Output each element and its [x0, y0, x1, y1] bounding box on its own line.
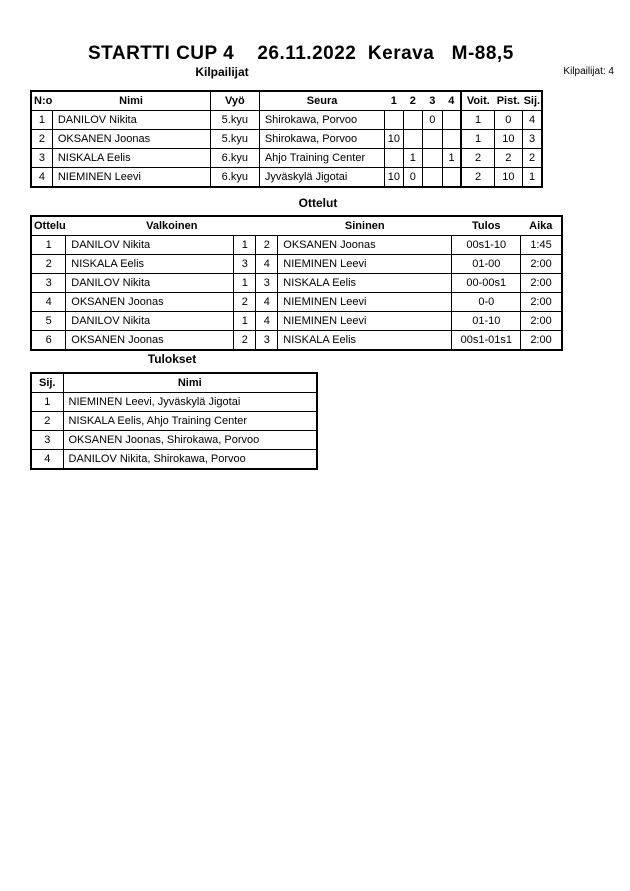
col-header-vyo: Vyö: [210, 91, 259, 111]
cell-blue-no: 4: [256, 255, 278, 274]
col-header-voit: Voit.: [461, 91, 494, 111]
ottelut-table: [30, 215, 563, 351]
cell-blue-name: NIEMINEN Leevi: [278, 255, 452, 274]
col-header-nimi: Nimi: [63, 373, 317, 393]
cell-sij: 4: [522, 111, 542, 130]
cell-white-no: 1: [234, 312, 256, 331]
tulokset-table: [30, 372, 318, 470]
cell-score: 00-00s1: [452, 274, 521, 293]
cell-time: 1:45: [521, 236, 562, 255]
cell-white-name: DANILOV Nikita: [66, 274, 234, 293]
cell-vyo: 6.kyu: [210, 168, 259, 188]
cell-match3: [422, 149, 442, 168]
cell-no: 4: [31, 168, 52, 188]
cell-blue-no: 4: [256, 293, 278, 312]
cell-match4: [442, 111, 461, 130]
cell-voit: 1: [461, 130, 494, 149]
table-row: [31, 130, 542, 149]
cell-time: 2:00: [521, 312, 562, 331]
cell-score: 01-10: [452, 312, 521, 331]
page-title: STARTTI CUP 4 26.11.2022 Kerava M-88,5: [88, 43, 514, 64]
cell-pist: 10: [494, 168, 522, 188]
cell-blue-no: 2: [256, 236, 278, 255]
col-header-match2: 2: [403, 91, 422, 111]
cell-match4: [442, 130, 461, 149]
cell-voit: 2: [461, 168, 494, 188]
cell-match-no: 2: [31, 255, 66, 274]
cell-score: 00s1-01s1: [452, 331, 521, 351]
col-header-match1: 1: [384, 91, 403, 111]
cell-no: 1: [31, 111, 52, 130]
col-header-sij: Sij.: [522, 91, 542, 111]
cell-match1: 10: [384, 168, 403, 188]
cell-white-no: 1: [234, 274, 256, 293]
kilpailijat-header-row: [31, 91, 542, 111]
cell-voit: 2: [461, 149, 494, 168]
cell-place: 4: [31, 450, 63, 470]
cell-white-name: OKSANEN Joonas: [66, 331, 234, 351]
cell-no: 2: [31, 130, 52, 149]
cell-match4: 1: [442, 149, 461, 168]
cell-match1: [384, 149, 403, 168]
cell-score: 0-0: [452, 293, 521, 312]
cell-match2: 1: [403, 149, 422, 168]
table-row: [31, 255, 562, 274]
cell-score: 00s1-10: [452, 236, 521, 255]
cell-match-no: 4: [31, 293, 66, 312]
cell-match-no: 3: [31, 274, 66, 293]
col-header-ottelu: Ottelu: [31, 216, 66, 236]
cell-match1: [384, 111, 403, 130]
table-row: [31, 149, 542, 168]
cell-nimi: NIEMINEN Leevi: [52, 168, 210, 188]
cell-match2: [403, 111, 422, 130]
cell-match3: [422, 168, 442, 188]
col-header-nimi: Nimi: [52, 91, 210, 111]
cell-seura: Jyväskylä Jigotai: [259, 168, 384, 188]
table-row: [31, 393, 317, 412]
cell-seura: Ahjo Training Center: [259, 149, 384, 168]
cell-match-no: 5: [31, 312, 66, 331]
cell-white-no: 1: [234, 236, 256, 255]
col-header-no: N:o: [31, 91, 52, 111]
cell-match3: [422, 130, 442, 149]
cell-blue-name: NIEMINEN Leevi: [278, 293, 452, 312]
kilpailijat-section-title: Kilpailijat: [195, 65, 249, 79]
table-row: [31, 168, 542, 188]
cell-vyo: 5.kyu: [210, 111, 259, 130]
cell-place: 2: [31, 412, 63, 431]
cell-sij: 1: [522, 168, 542, 188]
col-header-sij: Sij.: [31, 373, 63, 393]
col-header-match3: 3: [422, 91, 442, 111]
cell-no: 3: [31, 149, 52, 168]
col-header-pist: Pist.: [494, 91, 522, 111]
cell-time: 2:00: [521, 255, 562, 274]
cell-time: 2:00: [521, 331, 562, 351]
cell-match2: [403, 130, 422, 149]
cell-vyo: 6.kyu: [210, 149, 259, 168]
cell-name-club: NIEMINEN Leevi, Jyväskylä Jigotai: [63, 393, 317, 412]
ottelut-header-row: [31, 216, 562, 236]
cell-white-name: OKSANEN Joonas: [66, 293, 234, 312]
cell-sij: 2: [522, 149, 542, 168]
cell-place: 1: [31, 393, 63, 412]
table-row: [31, 274, 562, 293]
cell-white-no: 3: [234, 255, 256, 274]
table-row: [31, 293, 562, 312]
table-row: [31, 236, 562, 255]
cell-blue-no: 4: [256, 312, 278, 331]
cell-blue-name: NIEMINEN Leevi: [278, 312, 452, 331]
cell-match4: [442, 168, 461, 188]
table-row: [31, 111, 542, 130]
col-header-sininen: Sininen: [278, 216, 452, 236]
tulokset-header-row: [31, 373, 317, 393]
cell-blue-name: OKSANEN Joonas: [278, 236, 452, 255]
cell-blue-no: 3: [256, 274, 278, 293]
cell-nimi: DANILOV Nikita: [52, 111, 210, 130]
col-header-aika: Aika: [521, 216, 562, 236]
kilpailijat-table: [30, 90, 543, 188]
cell-score: 01-00: [452, 255, 521, 274]
cell-vyo: 5.kyu: [210, 130, 259, 149]
cell-time: 2:00: [521, 274, 562, 293]
cell-white-no: 2: [234, 293, 256, 312]
cell-blue-name: NISKALA Eelis: [278, 274, 452, 293]
cell-nimi: NISKALA Eelis: [52, 149, 210, 168]
cell-pist: 2: [494, 149, 522, 168]
cell-blue-name: NISKALA Eelis: [278, 331, 452, 351]
cell-match1: 10: [384, 130, 403, 149]
cell-place: 3: [31, 431, 63, 450]
table-row: [31, 412, 317, 431]
cell-seura: Shirokawa, Porvoo: [259, 130, 384, 149]
tulokset-section-title: Tulokset: [147, 352, 197, 366]
cell-white-name: NISKALA Eelis: [66, 255, 234, 274]
table-row: [31, 431, 317, 450]
table-row: [31, 312, 562, 331]
cell-match3: 0: [422, 111, 442, 130]
cell-white-no: 2: [234, 331, 256, 351]
cell-voit: 1: [461, 111, 494, 130]
cell-name-club: OKSANEN Joonas, Shirokawa, Porvoo: [63, 431, 317, 450]
cell-sij: 3: [522, 130, 542, 149]
competitors-count-label: Kilpailijat: 4: [563, 66, 614, 77]
col-header-valkoinen: Valkoinen: [66, 216, 278, 236]
cell-match-no: 1: [31, 236, 66, 255]
cell-match2: 0: [403, 168, 422, 188]
cell-seura: Shirokawa, Porvoo: [259, 111, 384, 130]
table-row: [31, 450, 317, 470]
cell-white-name: DANILOV Nikita: [66, 312, 234, 331]
cell-match-no: 6: [31, 331, 66, 351]
cell-blue-no: 3: [256, 331, 278, 351]
col-header-match4: 4: [442, 91, 461, 111]
cell-pist: 10: [494, 130, 522, 149]
cell-white-name: DANILOV Nikita: [66, 236, 234, 255]
cell-time: 2:00: [521, 293, 562, 312]
ottelut-section-title: Ottelut: [298, 196, 338, 210]
cell-name-club: NISKALA Eelis, Ahjo Training Center: [63, 412, 317, 431]
cell-nimi: OKSANEN Joonas: [52, 130, 210, 149]
cell-pist: 0: [494, 111, 522, 130]
col-header-seura: Seura: [259, 91, 384, 111]
cell-name-club: DANILOV Nikita, Shirokawa, Porvoo: [63, 450, 317, 470]
table-row: [31, 331, 562, 351]
col-header-tulos: Tulos: [452, 216, 521, 236]
